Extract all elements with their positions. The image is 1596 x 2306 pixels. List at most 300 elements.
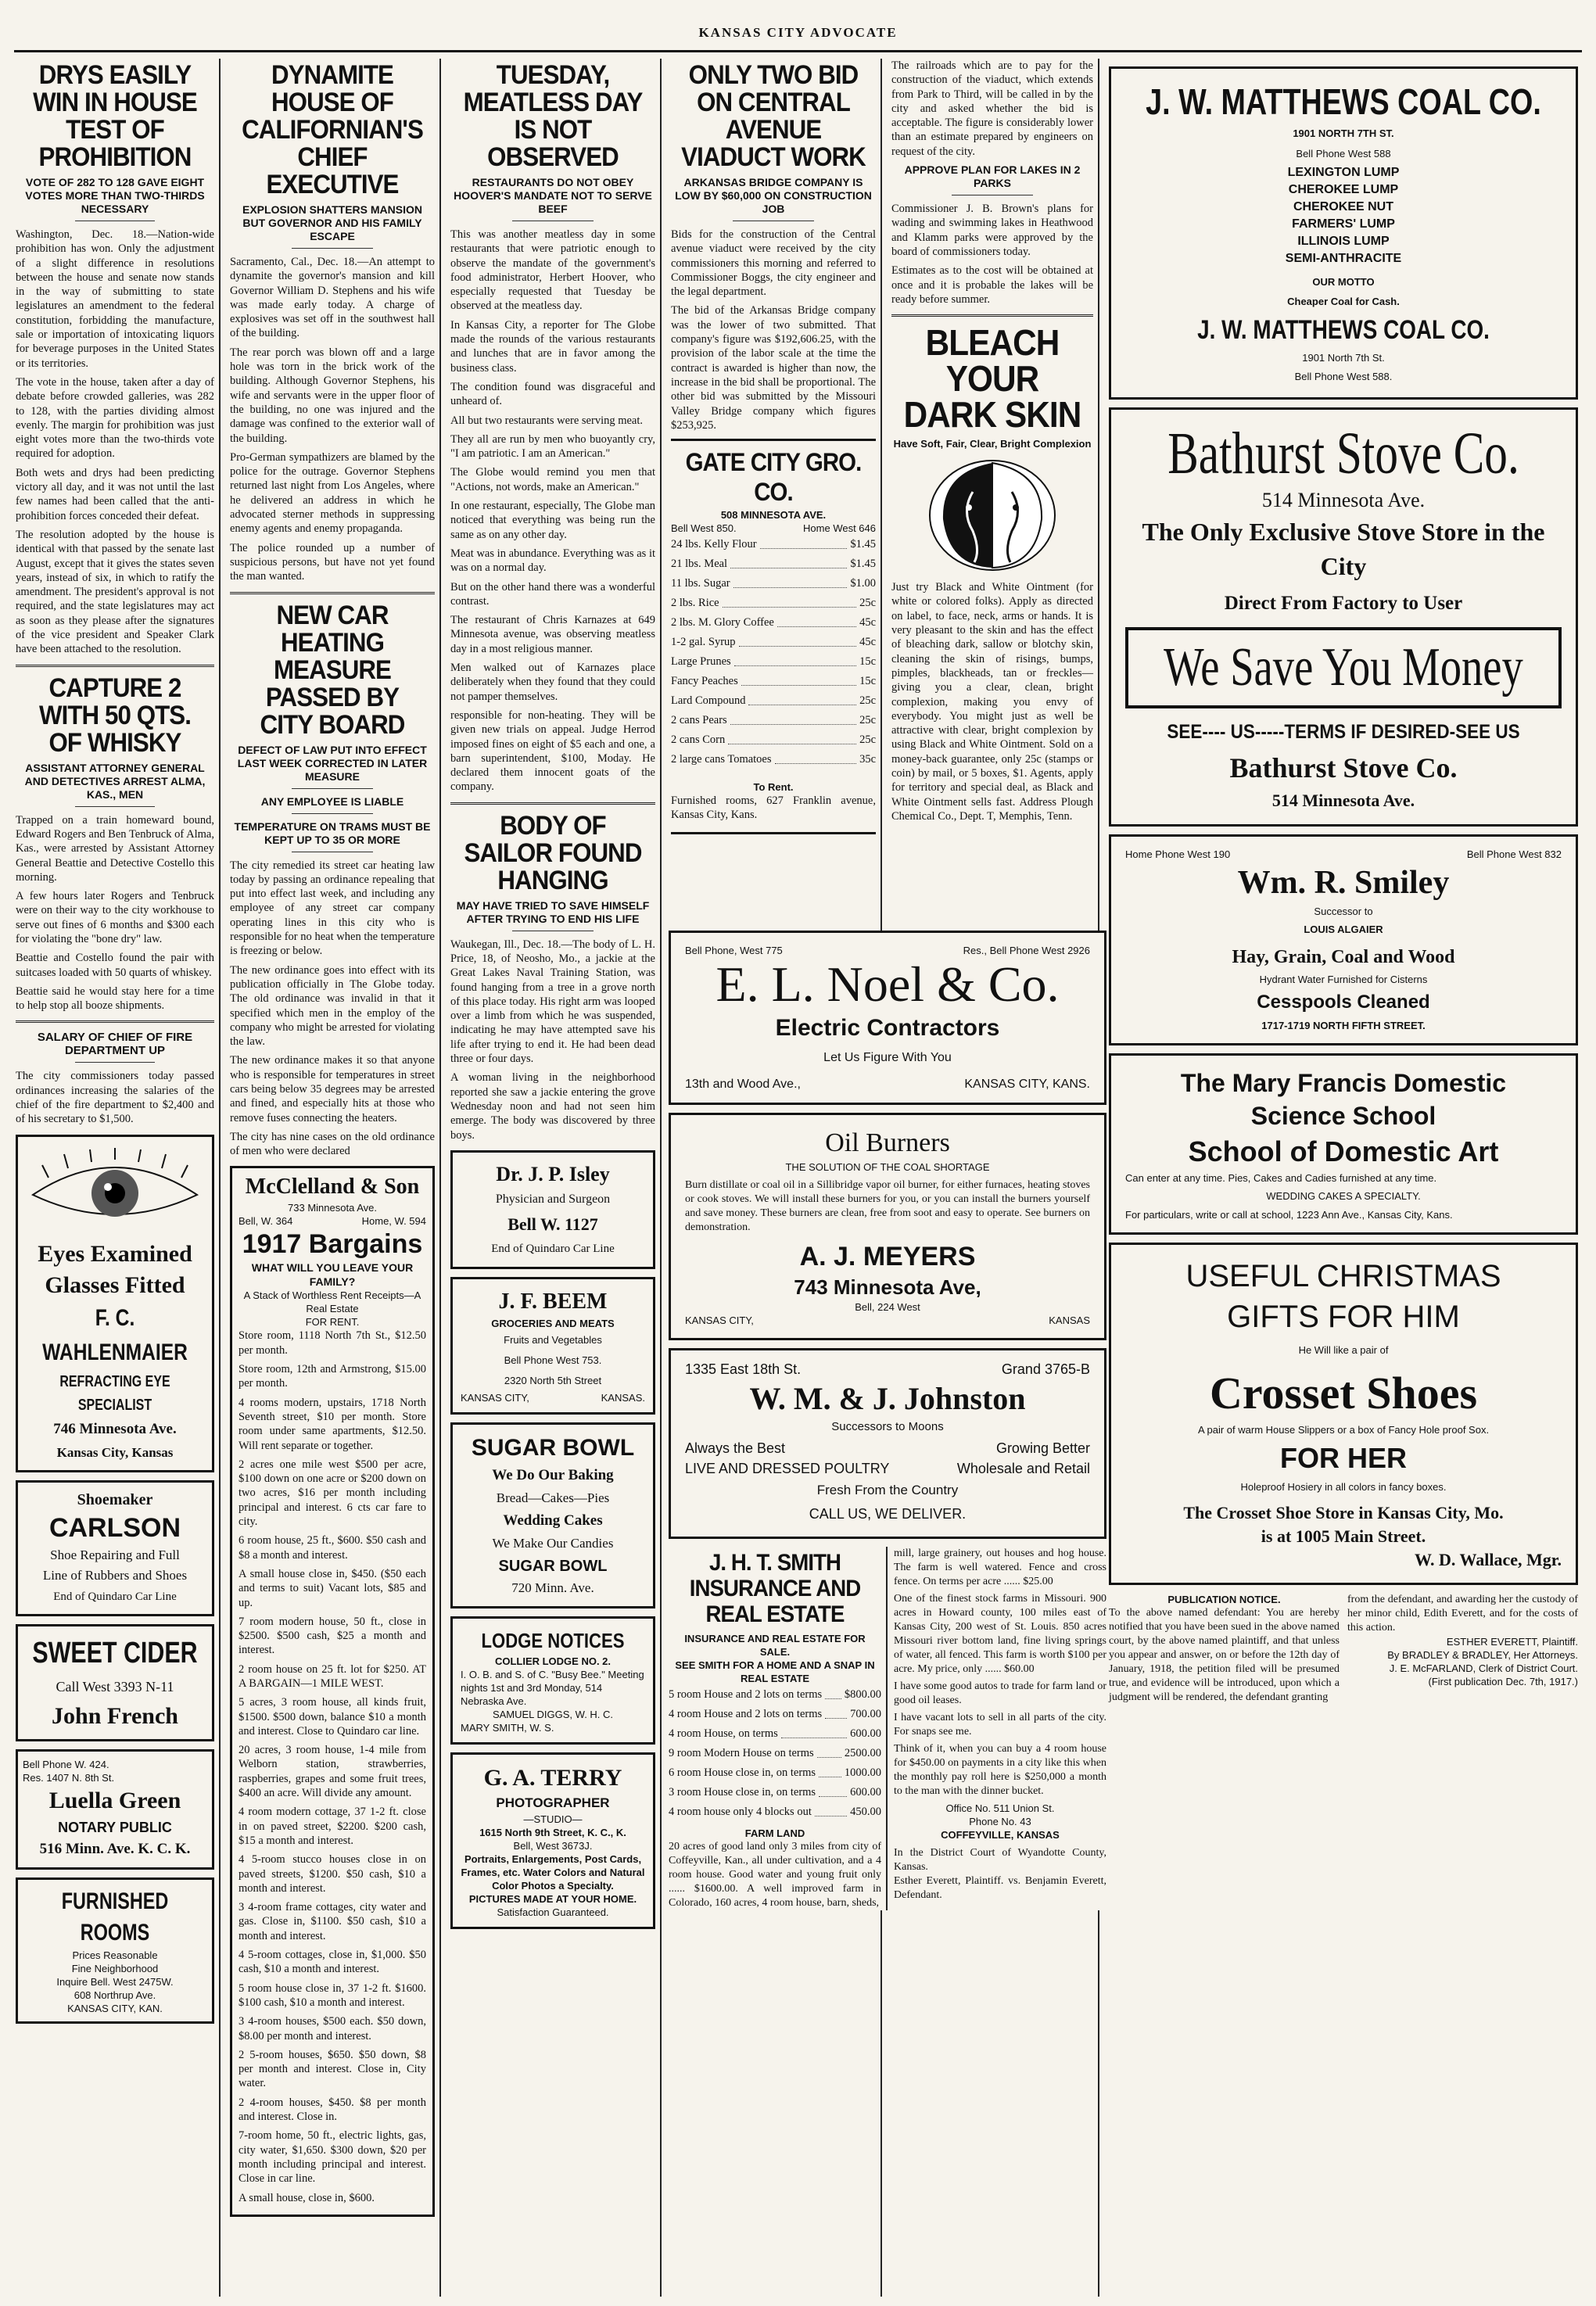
ad-phone: Bell Phone West 753. [504, 1354, 602, 1366]
ad-line: Shoemaker [77, 1490, 153, 1508]
house-row [669, 1783, 881, 1802]
house-row [669, 1724, 881, 1744]
lodge-line: COLLIER LODGE NO. 2. [494, 1655, 612, 1667]
ad-line: 608 Northrup Ave. [74, 1989, 156, 2001]
ad-name: Luella Green [48, 1787, 181, 1813]
grocery-row [671, 535, 876, 554]
ad-carlson [16, 1480, 214, 1616]
coal-type: LEXINGTON LUMP [1287, 166, 1400, 179]
ad-phone: Grand 3765-B [1001, 1361, 1090, 1377]
article-text: Men walked out of Karnazes place deliberately when they found that they could not pamper themselves. [450, 662, 655, 703]
article-text: This was another meatless day in some restaurants that were patriotic enough to observe the mandate of the government's food administrator, Herbert Hoover, who especially requested that Tuesday be observed at the meatless day. [450, 228, 655, 313]
article-text: The city commissioners today passed ordinances increasing the salaries of the chief of the fire department to $2,400 and of his secretary to $1,500. [16, 1070, 214, 1126]
wide-ads-block [669, 931, 1106, 1910]
article-text: Both wets and drys had been predicting victory all day, and it was not until the last few names had been called that the anti-prohibition forces conceded their defeat. [16, 466, 214, 522]
ad-location: 516 Minn. Ave. K. C. K. [39, 1840, 191, 1857]
lodge-notices [450, 1616, 655, 1745]
divider [16, 1020, 214, 1023]
ad-city-right: KANSAS. [601, 1391, 645, 1404]
listing: 4 5-room stucco houses close in on paved streets, $1200. $50 cash, $10 a month and interest. [239, 1853, 426, 1895]
article-text: Pro-German sympathizers are blamed by the police for the outrage. Governor Stephens returned last night from Los Angeles, where he delivered an address in which he advocated sterner methods in suppressing enemy agents and enemy propaganda. [230, 450, 435, 536]
ad-phones [671, 522, 876, 535]
listing: 6 room house, 25 ft., $600. $50 cash and $8 a month and interest. [239, 1534, 426, 1562]
ad-phone: Home, W. 594 [361, 1215, 426, 1228]
ad-address: Res. 1407 N. 8th St. [23, 1771, 115, 1784]
divider [16, 665, 214, 667]
ad-furnished-rooms [16, 1877, 214, 2024]
article-text: The new ordinance goes into effect with its publication officially in The Globe today. The old ordinance was invalid in that it specified which men in the employ of the company who might be arrested for violating the law. [230, 963, 435, 1049]
ad-name: Bathurst Stove Co. [1167, 421, 1519, 486]
price-value: 700.00 [850, 1708, 881, 1720]
ad-text: A pair of warm House Slippers or a box of Fancy Hole proof Sox. [1197, 1424, 1490, 1436]
price-item: 11 lbs. Sugar [671, 577, 730, 590]
ad-line: Cesspools Cleaned [1257, 992, 1430, 1013]
smith-office: Office No. 511 Union St. [945, 1802, 1055, 1814]
ad-line: Hay, Grain, Coal and Wood [1232, 947, 1455, 967]
ad-beem [450, 1277, 655, 1415]
listing: 7-room home, 50 ft., electric lights, gas, city water, $1,650. $300 down, $20 per month including principal and interest. Close in car line. [239, 2129, 426, 2186]
ad-line: USEFUL CHRISTMAS [1185, 1259, 1501, 1293]
ad-title: SWEET CIDER [32, 1636, 198, 1669]
notice-sig: J. E. McFARLAND, Clerk of District Court. [1389, 1662, 1578, 1674]
publication-notice [1109, 1593, 1578, 1705]
ad-eyes-examined [16, 1135, 214, 1472]
price-value: 2500.00 [844, 1747, 881, 1759]
house-row [669, 1705, 881, 1724]
article-text: Washington, Dec. 18.—Nation-wide prohibition has won. Only the adjustment of a slight difference in resolutions between the house and senate now stands in the way of submitting to state legislatures an amendment to the federal constitution, forbidding the manufacture, sale or importation of intoxicating liquors for beverage purposes in the United States or its territories. [16, 228, 214, 370]
price-value: 600.00 [850, 1727, 881, 1740]
article-text: They all are run by men who buoyantly cry, "I am patriotic. I am an American." [450, 432, 655, 461]
notice-sig: ESTHER EVERETT, Plaintiff. [1446, 1636, 1578, 1648]
column-3 [446, 59, 662, 2297]
ad-location [685, 1078, 1090, 1092]
smith-text: I have vacant lots to sell in all parts of the city. For snaps see me. [894, 1712, 1106, 1738]
smith-price-list [669, 1685, 881, 1822]
ad-oil-burners [669, 1113, 1106, 1340]
ad-city: KANSAS CITY, KANS. [964, 1078, 1090, 1091]
ad-crosset-shoes [1109, 1243, 1578, 1585]
subhead-dynamite: EXPLOSION SHATTERS MANSION BUT GOVERNOR AND HIS FAMILY ESCAPE [230, 203, 435, 249]
price-leader [760, 535, 848, 549]
grocery-row [671, 574, 876, 594]
ad-name: J. W. MATTHEWS COAL CO. [1146, 81, 1541, 122]
headline-prohibition: DRYS EASILY WIN IN HOUSE TEST OF PROHIBITION [33, 60, 197, 172]
price-item: 3 room House close in, on terms [669, 1786, 816, 1799]
ad-noel [669, 931, 1106, 1105]
price-item: 24 lbs. Kelly Flour [671, 538, 757, 551]
ad-location: End of Quindaro Car Line [491, 1242, 615, 1255]
divider [450, 802, 655, 805]
ad-name: GATE CITY GRO. CO. [685, 448, 862, 507]
ad-text: Can enter at any time. Pies, Cakes and Cadies furnished at any time. [1125, 1172, 1437, 1184]
listing: 4 rooms modern, upstairs, 1718 North Seventh street, $10 per month. Store room under same apartments, $12.50. Will rent separate or together. [239, 1396, 426, 1452]
ad-luella-green [16, 1749, 214, 1870]
house-row [669, 1685, 881, 1705]
column-2 [225, 59, 441, 2297]
ad-phone: Bell Phone West 588. [1294, 371, 1393, 382]
price-item: Lard Compound [671, 694, 746, 708]
ad-text: Holeproof Hosiery in all colors in fancy boxes. [1240, 1481, 1447, 1493]
ad-smiley [1109, 834, 1578, 1045]
price-leader [730, 711, 856, 725]
headline-smith: J. H. T. SMITH INSURANCE AND REAL ESTATE [689, 1550, 861, 1627]
smith-text: Think of it, when you can buy a 4 room house for $450.00 on payments in a city like this when the monthly pay roll here is $250,000 a month to the man with the dinner bucket. [894, 1743, 1106, 1797]
article-text: Trapped on a train homeward bound, Edward Rogers and Ben Tenbruck of Alma, Kas., were arrested by Assistant Attorney General Beattie and Detective Costello this morning. [16, 813, 214, 884]
smith-sub: SEE SMITH FOR A HOME AND A SNAP IN REAL ESTATE [675, 1659, 875, 1684]
ad-motto-title: OUR MOTTO [1312, 276, 1375, 288]
smith-block [669, 1547, 1106, 1910]
ad-title: Electric Contractors [775, 1015, 1000, 1041]
article-text: Bids for the construction of the Central avenue viaduct were received by the city commissioners this morning and referred to Commissioner Boggs, the city engineer and the legal department. [671, 228, 876, 299]
ad-line: Science School [1250, 1102, 1436, 1130]
article-text: Estimates as to the cost will be obtained at once and it is probable the lakes will be ready before summer. [891, 264, 1093, 306]
listing: A small house, close in, $600. [239, 2191, 375, 2204]
coal-list [1125, 164, 1562, 267]
ad-phone: Bell, West 3673J. [513, 1839, 593, 1852]
rent-title: To Rent. [753, 781, 794, 794]
ad-sub: Have Soft, Fair, Clear, Bright Complexion [893, 438, 1092, 450]
price-leader [739, 633, 857, 647]
ad-mcclelland [230, 1166, 435, 2216]
price-value: 600.00 [850, 1786, 881, 1799]
ad-city-left: KANSAS CITY, [461, 1391, 529, 1404]
ad-manager: W. D. Wallace, Mgr. [1414, 1550, 1562, 1569]
headline-whisky: CAPTURE 2 WITH 50 QTS. OF WHISKY [38, 672, 192, 758]
ad-text: Just try Black and White Ointment (for white or colored folks). Apply as directed on label, to face, neck, arms or hands. It is very pleasant to the skin and has the effect of bleaching dark, sallow or blotchy skin, cleaning the skin of risings, bumps, pimples, blackheads, tan or freckles—giving you a clear, clean, bright complexion, making you envy of everybody. You might just as well be attractive with clear, bright complexion by using Black and White Ointment. Sold on a money-back guarantee, only 25c (stamps or coin) by mail, or 5 boxes, $1. Agents, apply for territory and special deal, as Black and White Ointment sells fast. Address Plough Chemical Co., Dept. T, Memphis, Tenn. [891, 581, 1093, 823]
price-value: $1.00 [850, 577, 876, 590]
rent-text: Furnished rooms, 627 Franklin avenue, Kansas City, Kans. [671, 794, 876, 822]
lodge-line: I. O. B. and S. of C. "Busy Bee." Meeting nights 1st and 3rd Monday, 514 Nebraska Ave. [461, 1668, 644, 1707]
ad-row [685, 1458, 1090, 1479]
price-value: 45c [859, 616, 876, 629]
notice-left [1109, 1593, 1340, 1705]
ad-address: 743 Minnesota Ave, [794, 1275, 981, 1299]
listing: A small house close in, $450. ($50 each and terms to suit) Vacant lots, $85 and up. [239, 1567, 426, 1609]
article-text: A woman living in the neighborhood reported she saw a jackie entering the grove Wednesday noon and had not seen him emerge. The body was discovered by three boys. [450, 1071, 655, 1142]
price-leader [775, 750, 857, 764]
ad-terry [450, 1752, 655, 1929]
ad-line: End of Quindaro Car Line [53, 1590, 177, 1603]
price-item: 6 room House close in, on terms [669, 1766, 816, 1779]
ad-address: 1717-1719 NORTH FIFTH STREET. [1261, 1020, 1426, 1031]
ad-line: Glasses Fitted [45, 1271, 185, 1298]
smith-text: One of the finest stock farms in Missouri. 900 acres in Howard county, 100 miles east of Kansas City, 200 west of St. Louis. 850 acres Missouri river bottom land, fine living springs of water, all fenced. This farm is worth $100 per acre. My price, only ...... $60.00 [894, 1593, 1106, 1675]
price-item: 2 large cans Tomatoes [671, 753, 772, 766]
price-value: 25c [859, 733, 876, 747]
notice-text: from the defendant, and awarding her the custody of her minor child, Edith Everett, and for the costs of this action. [1347, 1594, 1578, 1634]
ad-her: FOR HER [1280, 1442, 1407, 1474]
price-leader [741, 672, 856, 686]
price-value: 25c [859, 714, 876, 727]
price-item: Fancy Peaches [671, 675, 738, 688]
ad-line: Line of Rubbers and Shoes [42, 1567, 188, 1583]
ad-line: Fine Neighborhood [71, 1962, 159, 1974]
price-value: $1.45 [850, 538, 876, 551]
ad-line: Inquire Bell. West 2475W. [56, 1975, 174, 1988]
listing: 4 room modern cottage, 37 1-2 ft. close in on paved street, $2200. $200 cash, $15 a month and interest. [239, 1806, 426, 1847]
ad-phone: Res., Bell Phone West 2926 [963, 945, 1090, 956]
listing: 2 acres one mile west $500 per acre, $100 down on one acre or $200 down on two acres, $16 per month including principal and interest. 6 cts car fare to city. [239, 1458, 426, 1529]
price-leader [730, 554, 847, 568]
article-text: All but two restaurants were serving meat. [450, 414, 644, 427]
article-text: In Kansas City, a reporter for The Globe made the rounds of the various restaurants and lunches that are in favor among the business class. [450, 318, 655, 375]
article-text: The vote in the house, taken after a day of debate before crowded galleries, was 282 to 128, with the parties dividing almost evenly. The margin for prohibition was just eight votes more than the two-thirds vote required for adoption. [16, 375, 214, 461]
ad-name: Crosset Shoes [1209, 1368, 1478, 1418]
subhead-meatless: RESTAURANTS DO NOT OBEY HOOVER'S MANDATE NOT TO SERVE BEEF [450, 176, 655, 221]
coal-type: ILLINOIS LUMP [1297, 235, 1390, 248]
lodge-line: SAMUEL DIGGS, W. H. C. [492, 1708, 614, 1720]
ad-name: Wm. R. Smiley [1237, 865, 1450, 901]
ad-phone: Home Phone West 190 [1125, 848, 1231, 860]
subhead-sailor: MAY HAVE TRIED TO SAVE HIMSELF AFTER TRYING TO END HIS LIFE [450, 899, 655, 931]
ad-line: Eyes Examined [38, 1240, 192, 1267]
subhead: ANY EMPLOYEE IS LIABLE [230, 795, 435, 814]
price-value: $800.00 [844, 1688, 881, 1701]
two-faces-icon [926, 457, 1059, 574]
house-row [669, 1744, 881, 1763]
price-value: 15c [859, 655, 876, 669]
ad-text: WEDDING CAKES A SPECIALTY. [1266, 1190, 1421, 1202]
article-text: Beattie and Costello found the pair with suitcases loaded with 50 quarts of whiskey. [16, 952, 214, 979]
ad-name: W. M. & J. Johnston [749, 1381, 1026, 1416]
price-item: 2 lbs. M. Glory Coffee [671, 616, 774, 629]
ad-line: Prices Reasonable [72, 1949, 158, 1961]
article-text: The condition found was disgraceful and unheard of. [450, 380, 655, 408]
price-item: 4 room house only 4 blocks out [669, 1806, 812, 1818]
price-leader [728, 730, 856, 744]
ad-line: Portraits, Enlargements, Post Cards, Frames, etc. Water Colors and Natural Color Photos a Specialty. [461, 1852, 645, 1892]
price-leader [781, 1724, 847, 1738]
ad-line: The Only Exclusive Stove Store in the City [1142, 518, 1545, 580]
ad-sub: FOR RENT. [305, 1316, 360, 1329]
article-text: The city remedied its street car heating law today by passing an ordinance repealing that put into effect last week, and including any employee of any street car company operating lines in this city who is responsible for no heat when the temperature is freezing or below. [230, 859, 435, 958]
listing: 2 room house on 25 ft. lot for $250. AT A BARGAIN—1 MILE WEST. [239, 1662, 426, 1690]
article-text: Meat was in abundance. Everything was as it was on a normal day. [450, 547, 655, 575]
column-6 [1104, 59, 1583, 2297]
ad-line: We Make Our Candies [492, 1535, 614, 1551]
ad-bathurst-stove [1109, 407, 1578, 827]
price-leader [748, 691, 856, 705]
grocery-row [671, 652, 876, 672]
grocery-row [671, 554, 876, 574]
listing: 7 room modern house, 50 ft., close in $2500. $500 cash, $25 a month and interest. [239, 1615, 426, 1657]
price-leader [723, 594, 856, 608]
price-leader [817, 1744, 841, 1758]
ad-sweet-cider [16, 1624, 214, 1741]
price-leader [734, 652, 856, 666]
ad-header [685, 1361, 1090, 1378]
listing: 20 acres, 3 room house, 1-4 mile from Welborn station, strawberries, raspberries, grapes and some fruit trees, $400 an acre. Will divide any amount. [239, 1744, 426, 1800]
article-text: A few hours later Rogers and Tenbruck were on their way to the city workhouse to serve out fines of 6 months and $300 each for violating the "bone dry" law. [16, 890, 214, 945]
headline-parks: APPROVE PLAN FOR LAKES IN 2 PARKS [891, 163, 1093, 195]
ad-line: Hydrant Water Furnished for Cisterns [1259, 974, 1428, 985]
listing: 5 acres, 3 room house, all kinds fruit, $1500. $500 down, balance $10 a month and interest. Close to Quindaro car line. [239, 1696, 426, 1738]
ad-name: G. A. TERRY [483, 1764, 622, 1791]
smith-text: I have some good autos to trade for farm land or good oil leases. [894, 1680, 1106, 1706]
price-value: 35c [859, 753, 876, 766]
ad-name: Dr. J. P. Isley [496, 1162, 610, 1185]
ad-line: CALL US, WE DELIVER. [809, 1506, 967, 1522]
listing: 5 room house close in, 37 1-2 ft. $1600. $100 cash, $10 a month and interest. [239, 1981, 426, 2009]
ad-address: 13th and Wood Ave., [685, 1078, 801, 1091]
coal-type: CHEROKEE LUMP [1288, 183, 1399, 196]
ad-address: 2320 North 5th Street [504, 1374, 602, 1386]
price-item: 1-2 gal. Syrup [671, 636, 736, 649]
headline-viaduct: ONLY TWO BID ON CENTRAL AVENUE VIADUCT WORK [681, 60, 866, 172]
price-list [671, 535, 876, 769]
ad-isley [450, 1150, 655, 1269]
ad-phone: Bell West 850. [671, 522, 737, 535]
article-text: The Globe would remind you men that "Actions, not words, make an American." [450, 466, 655, 493]
masthead [14, 16, 1582, 52]
price-item: 4 room House, on terms [669, 1727, 778, 1740]
ad-slogan: We Save You Money [1164, 637, 1523, 698]
notice-title: PUBLICATION NOTICE. [1167, 1594, 1281, 1605]
headline-fire-salary: SALARY OF CHIEF OF FIRE DEPARTMENT UP [16, 1031, 214, 1063]
ad-name: CARLSON [48, 1512, 181, 1543]
article-text: The resolution adopted by the house is identical with that passed by the senate last August, except that it gives the states seven years, instead of six, in which to ratify the amendment. The president's approval is not required, and the state legislatures may act as soon as they please after the signatures of the vice president and Speaker Clark have been attached to the resolution. [16, 528, 214, 656]
smith-city: COFFEYVILLE, KANSAS [941, 1829, 1060, 1841]
article-text: In one restaurant, especially, The Globe man noticed that everything was being run the same as on any other day. [450, 500, 655, 541]
article-text: The new ordinance makes it so that anyone who is responsible for temperatures in street cars being below 35 degrees may be arrested and fined, and especially hits at those who remove fuses connecting the heaters. [230, 1054, 435, 1124]
smith-phone: Phone No. 43 [969, 1816, 1031, 1827]
coal-type: FARMERS' LUMP [1292, 217, 1395, 231]
ad-name: McClelland & Son [245, 1175, 420, 1200]
grocery-row [671, 691, 876, 711]
price-leader [819, 1763, 841, 1777]
price-item: 4 room House and 2 lots on terms [669, 1708, 823, 1720]
article-text: The bid of the Arkansas Bridge company was the lower of two submitted. That company's figure was $192,606.25, with the provision of the labor scale at the time the contract is awarded is higher than now, the increase in the bid shall be proportional. The other bid was submitted by the Missouri Valley Bridge company which figures $253,925. [671, 304, 876, 432]
price-leader [825, 1685, 841, 1699]
ad-address: 733 Minnesota Ave. [288, 1202, 377, 1214]
grocery-row [671, 594, 876, 613]
ad-line: The Mary Francis Domestic [1180, 1069, 1507, 1097]
ad-text: Burn distillate or coal oil in a Sillibridge vapor oil burner, for either furnaces, heating stoves or cook stoves. We will install these burners for you, or you can install the burners yourself and save money. These burners are clean, free from soot and easy to operate. See burners on demonstration. [685, 1179, 1090, 1233]
ad-phone: Bell Phone West 588 [1296, 148, 1391, 160]
subhead-whisky: ASSISTANT ATTORNEY GENERAL AND DETECTIVES ARREST ALMA, KAS., MEN [16, 762, 214, 807]
notice-sig: By BRADLEY & BRADLEY, Her Attorneys. [1387, 1649, 1578, 1661]
ad-name: John French [52, 1702, 178, 1729]
ad-line: SEE---- US-----TERMS IF DESIRED-SEE US [1167, 721, 1520, 743]
ad-phones [685, 944, 1090, 957]
ad-phone: Bell Phone, West 775 [685, 945, 783, 956]
farm-text: 20 acres of good land only 3 miles from city of Coffeyville, Kan., all under cultivation, and a 4 room house. Good water and young fruit only ...... $1600.00. A well improved farm in Colorado, 160 acres, 4 room house, barn, sheds, [669, 1841, 881, 1909]
article-text: The restaurant of Chris Karnazes at 649 Minnesota avenue, was observing meatless day in a most religious manner. [450, 614, 655, 655]
headline-bleach: BLEACH YOUR DARK SKIN [903, 322, 1081, 436]
price-value: 15c [859, 675, 876, 688]
ad-sub: He Will like a pair of [1298, 1344, 1389, 1356]
ad-row [685, 1438, 1090, 1458]
ad-city-left: KANSAS CITY, [685, 1314, 754, 1326]
ad-line: Growing Better [995, 1440, 1090, 1456]
ad-johnston [669, 1348, 1106, 1539]
article-text: The police rounded up a number of suspicious persons, but have not yet found the man wanted. [230, 541, 435, 583]
listing: Store room, 12th and Armstrong, $15.00 per month. [239, 1363, 426, 1390]
listing: Store room, 1118 North 7th St., $12.50 per month. [239, 1329, 426, 1357]
ad-title: SUGAR BOWL [471, 1434, 635, 1461]
article-text: The rear porch was blown off and a large hole was torn in the brick work of the building. Although Governor Stephens, his wife and servants were in the upper floor of the building, no one was injured and the damage was confined to the exterior wall of the building. [230, 346, 435, 445]
ad-line: PICTURES MADE AT YOUR HOME. [468, 1892, 637, 1905]
ad-address: 514 Minnesota Ave. [1271, 791, 1415, 810]
ad-title: Oil Burners [825, 1128, 950, 1157]
article-text: But on the other hand there was a wonderful contrast. [450, 580, 655, 608]
ad-phone: Bell, W. 364 [239, 1215, 293, 1228]
court-text: Esther Everett, Plaintiff. vs. Benjamin Everett, Defendant. [894, 1875, 1106, 1901]
ad-line: GIFTS FOR HIM [1227, 1300, 1460, 1334]
lodge-title: LODGE NOTICES [481, 1628, 625, 1652]
ad-address: 720 Minn. Ave. [511, 1580, 594, 1595]
price-leader [819, 1783, 847, 1797]
ad-title: PHOTOGRAPHER [496, 1795, 610, 1810]
subhead: TEMPERATURE ON TRAMS MUST BE KEPT UP TO 35 OR MORE [230, 820, 435, 852]
ad-phone: Bell Phone W. 424. [23, 1758, 109, 1770]
coal-type: SEMI-ANTHRACITE [1285, 252, 1402, 265]
ad-line: Bread—Cakes—Pies [496, 1490, 610, 1505]
ad-matthews-coal [1109, 66, 1578, 400]
article-text: Beattie said he would stay here for a time to help stop all booze shipments. [16, 984, 214, 1013]
price-leader [815, 1802, 847, 1816]
ad-name: J. W. MATTHEWS COAL CO. [1197, 315, 1490, 345]
ad-address: 514 Minnesota Ave. [1261, 489, 1426, 511]
listing: 2 4-room houses, $450. $8 per month and interest. Close in. [239, 2096, 426, 2124]
smith-left [669, 1547, 888, 1910]
ad-title: Physician and Surgeon [495, 1192, 611, 1206]
listing: 4 5-room cottages, close in, $1,000. $50 cash, $10 a month and interest. [239, 1949, 426, 1976]
price-value: 1000.00 [844, 1766, 881, 1779]
price-item: 2 cans Corn [671, 733, 726, 747]
ad-phone: Bell Phone West 832 [1466, 848, 1562, 860]
divider [230, 592, 435, 594]
ad-sugar-bowl [450, 1422, 655, 1608]
column-1 [11, 59, 221, 2297]
notice-sig: (First publication Dec. 7th, 1917.) [1428, 1676, 1578, 1687]
newspaper-name: KANSAS CITY ADVOCATE [698, 25, 898, 40]
article-text: Commissioner J. B. Brown's plans for wading and swimming lakes in Heathwood and Klamm parks were approved by the board of commissioners today. [891, 203, 1093, 258]
coal-type: CHEROKEE NUT [1293, 200, 1393, 213]
ad-city [685, 1314, 1090, 1327]
headline-car-heating: NEW CAR HEATING MEASURE PASSED BY CITY BOARD [260, 600, 405, 740]
price-item: 2 cans Pears [671, 714, 727, 727]
ad-motto: Cheaper Coal for Cash. [1287, 296, 1400, 307]
ad-city-right: KANSAS [1049, 1314, 1090, 1326]
ad-name: J. F. BEEM [498, 1289, 608, 1314]
ad-phone: Bell W. 1127 [507, 1214, 598, 1234]
grocery-row [671, 613, 876, 633]
ad-sub: Successors to Moons [831, 1420, 944, 1433]
ad-phones [1125, 848, 1562, 861]
ad-city: Kansas City, Kansas [56, 1444, 174, 1460]
article-text: Waukegan, Ill., Dec. 18.—The body of L. H. Price, 18, of Neosho, Mo., a jackie at the Great Lakes Naval Training Station, was found hanging from a tree in a grove north of this place today. His right arm was looped over a limb from which he was suspended, indicating he may have attempted save his life after trying to end it. He had been dead three or four days. [450, 938, 655, 1066]
listing: 2 5-room houses, $650. $50 down, $8 per month and interest. Close in, City water. [239, 2048, 426, 2090]
smith-right [894, 1547, 1106, 1910]
smith-sub: INSURANCE AND REAL ESTATE FOR SALE. [684, 1633, 866, 1658]
grocery-row [671, 750, 876, 769]
ad-city [461, 1391, 645, 1404]
ad-sub: Let Us Figure With You [823, 1051, 952, 1064]
ad-line: Wedding Cakes [503, 1512, 603, 1529]
eye-icon [25, 1148, 205, 1234]
ad-line: —STUDIO— [523, 1813, 583, 1825]
ad-line: LIVE AND DRESSED POULTRY [685, 1461, 890, 1476]
price-item: 2 lbs. Rice [671, 597, 719, 610]
listing: 3 4-room frame cottages, city water and gas. Close in, $1100. $50 cash, $10 a month and interest. [239, 1901, 426, 1942]
ad-sub: THE SOLUTION OF THE COAL SHORTAGE [785, 1161, 990, 1173]
article-text: responsible for non-heating. They will be given new trials on appeal. Judge Herrod imposed fines on eight of $5 each and one, a barn superintendent, $100, Moday. He declared them innocent goats of the company. [450, 708, 655, 794]
ad-phones [239, 1214, 426, 1228]
ad-address: 1335 East 18th St. [685, 1361, 802, 1377]
ad-address: 1901 NORTH 7TH ST. [1293, 127, 1394, 139]
ad-prev: LOUIS ALGAIER [1304, 923, 1383, 935]
